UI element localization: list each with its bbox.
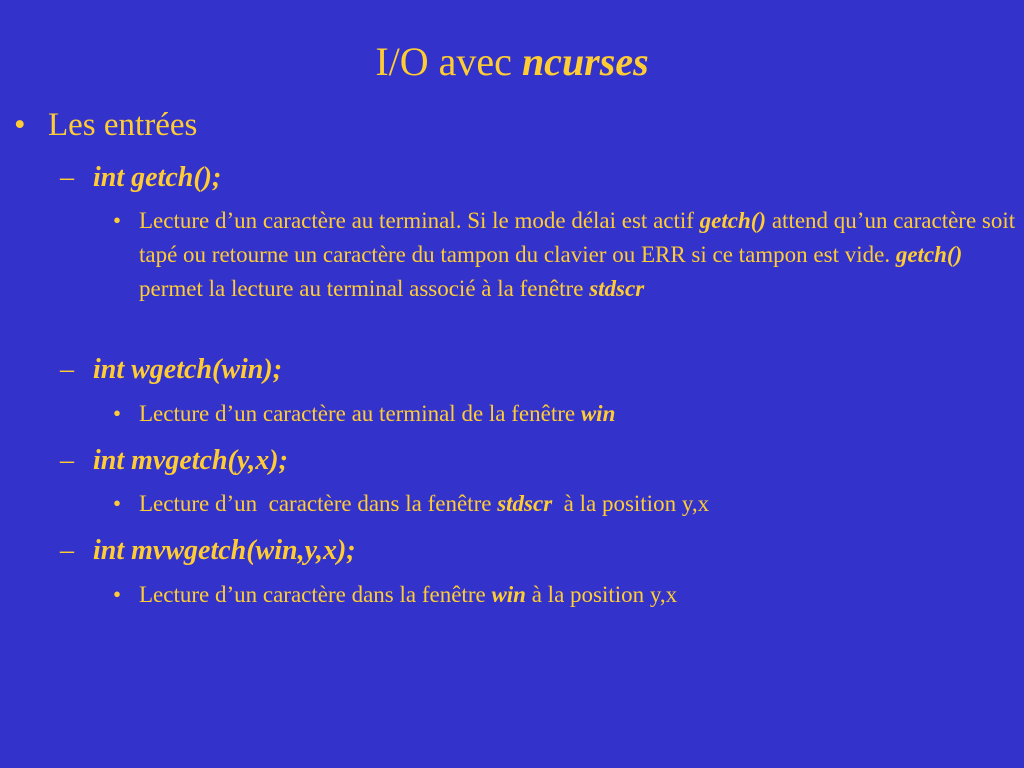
signature-text: int mvwgetch(win,y,x);	[93, 535, 356, 566]
dash-marker: –	[60, 354, 74, 385]
desc-emphasis: win	[491, 582, 526, 607]
desc-emphasis: win	[580, 401, 616, 426]
description-mvgetch	[113, 487, 1018, 521]
desc-emphasis: stdscr	[497, 491, 553, 516]
desc-part: Lecture d’un caractère dans la fenêtre	[139, 582, 492, 607]
description-text	[113, 397, 1018, 431]
signature-text: int getch();	[93, 162, 222, 193]
signature-getch	[60, 160, 221, 196]
description-text	[113, 578, 1018, 612]
bullet-les-entrees	[14, 103, 197, 147]
signature-mvgetch	[60, 443, 288, 479]
desc-emphasis: stdscr	[589, 276, 645, 301]
slide-title	[0, 36, 1024, 88]
dot-marker: •	[113, 208, 122, 233]
dash-marker: –	[60, 445, 74, 476]
dot-marker: •	[113, 582, 122, 607]
signature-text: int wgetch(win);	[93, 354, 283, 385]
signature-text: int mvgetch(y,x);	[93, 445, 288, 476]
desc-part: Lecture d’un caractère au terminal de la fenêtre	[139, 401, 581, 426]
desc-part: à la position y,x	[525, 582, 678, 607]
signature-mvwgetch	[60, 533, 356, 569]
bullet-text: Les entrées	[48, 107, 198, 143]
description-text	[113, 487, 1018, 521]
description-getch	[113, 204, 1018, 306]
dash-marker: –	[60, 162, 74, 193]
description-wgetch	[113, 397, 1018, 431]
desc-part: à la position y,x	[552, 491, 710, 516]
desc-emphasis: getch()	[895, 242, 963, 267]
dash-marker: –	[60, 535, 74, 566]
description-mvwgetch	[113, 578, 1018, 612]
description-text	[113, 204, 1018, 306]
signature-wgetch	[60, 352, 282, 388]
dot-marker: •	[113, 491, 122, 516]
desc-part: attend qu’un caractère soit tapé ou retourne un caractère du tampon du clavier ou ERR si ce tampon est vide.	[139, 208, 1016, 267]
dot-marker: •	[113, 401, 122, 426]
title-prefix: I/O avec	[375, 39, 522, 84]
desc-part: permet la lecture au terminal associé à la fenêtre	[139, 276, 590, 301]
desc-part: Lecture d’un caractère au terminal. Si le mode délai est actif	[139, 208, 700, 233]
desc-emphasis: getch()	[699, 208, 767, 233]
title-emphasis: ncurses	[521, 39, 649, 84]
bullet-marker: •	[14, 107, 26, 143]
desc-part: Lecture d’un caractère dans la fenêtre	[139, 491, 498, 516]
